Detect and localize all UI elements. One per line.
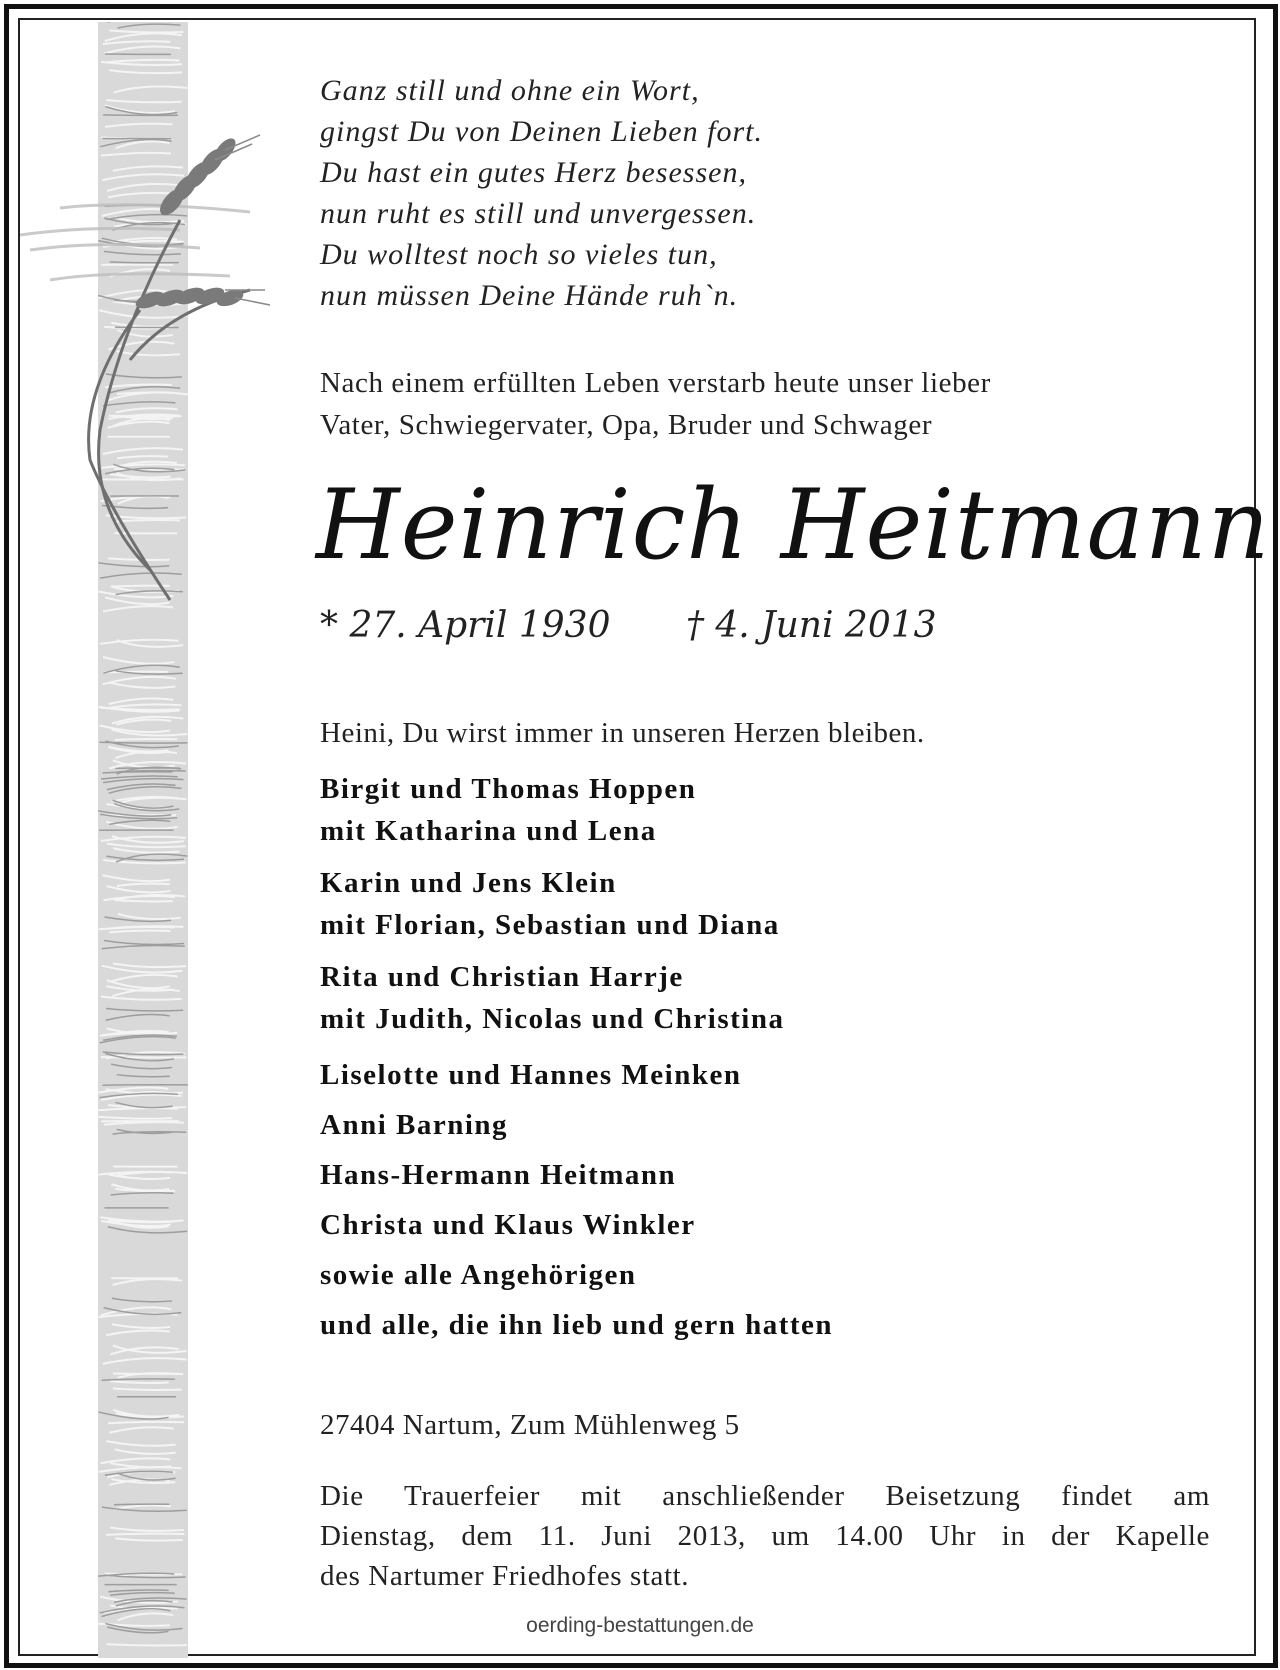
poem-line: Du wolltest noch so vieles tun, <box>320 238 718 271</box>
mourner-group <box>320 862 833 946</box>
mourner-singles <box>320 1050 833 1350</box>
intro-line: Nach einem erfüllten Leben verstarb heute unser lieber <box>320 367 991 399</box>
address: 27404 Nartum, Zum Mühlenweg 5 <box>320 1409 740 1441</box>
ceremony-line: des Nartumer Friedhofes statt. <box>320 1560 690 1592</box>
mourner-line: Karin und Jens Klein <box>320 867 617 899</box>
birth-date: * 27. April 1930 <box>320 605 611 646</box>
grass-stroke <box>102 1085 187 1086</box>
mourner-line: Liselotte und Hannes Meinken <box>320 1059 742 1091</box>
poem-line: gingst Du von Deinen Lieben fort. <box>320 115 763 148</box>
mourner-line: sowie alle Angehörigen <box>320 1259 637 1291</box>
mourner-group <box>320 956 833 1040</box>
mourners-list <box>320 768 833 1350</box>
poem-line: Du hast ein gutes Herz besessen, <box>320 156 747 189</box>
mourner-group <box>320 768 833 852</box>
mourner-line: und alle, die ihn lieb und gern hatten <box>320 1309 834 1341</box>
mourner-line: Anni Barning <box>320 1109 509 1141</box>
ceremony-notice <box>320 1476 1210 1596</box>
grass-stroke <box>103 115 178 116</box>
mourner-line: Christa und Klaus Winkler <box>320 1209 696 1241</box>
life-dates <box>320 604 937 648</box>
mourner-line: mit Judith, Nicolas und Christina <box>320 1003 785 1035</box>
deceased-name: Heinrich Heitmann <box>316 469 1271 581</box>
mourner-line: mit Florian, Sebastian und Diana <box>320 909 780 941</box>
ceremony-line: Die Trauerfeier mit anschließender Beisetzung findet am <box>320 1480 1210 1512</box>
footer-website: oerding-bestattungen.de <box>526 1614 754 1637</box>
grass-stroke <box>115 739 177 740</box>
grass-stroke <box>114 1504 169 1505</box>
mourner-line: Birgit und Thomas Hoppen <box>320 773 697 805</box>
poem-line: Ganz still und ohne ein Wort, <box>320 74 700 107</box>
poem-line: nun müssen Deine Hände ruh`n. <box>320 279 739 312</box>
farewell-text: Heini, Du wirst immer in unseren Herzen bleiben. <box>320 717 925 749</box>
intro-line: Vater, Schwiegervater, Opa, Bruder und Schwager <box>320 409 933 441</box>
grass-stroke <box>104 672 168 673</box>
mourner-line: mit Katharina und Lena <box>320 815 657 847</box>
grass-stroke <box>100 742 188 743</box>
mourner-line: Hans-Hermann Heitmann <box>320 1159 677 1191</box>
poem-line: nun ruht es still und unvergessen. <box>320 197 757 230</box>
mourner-line: Rita und Christian Harrje <box>320 961 684 993</box>
poem <box>320 70 763 316</box>
ceremony-line: Dienstag, dem 11. Juni 2013, um 14.00 Uhr in der Kapelle <box>320 1520 1210 1552</box>
wheat-ears-icon <box>20 130 320 630</box>
intro-text <box>320 362 991 446</box>
death-date: † 4. Juni 2013 <box>685 605 937 646</box>
grass-stroke <box>106 1534 184 1535</box>
